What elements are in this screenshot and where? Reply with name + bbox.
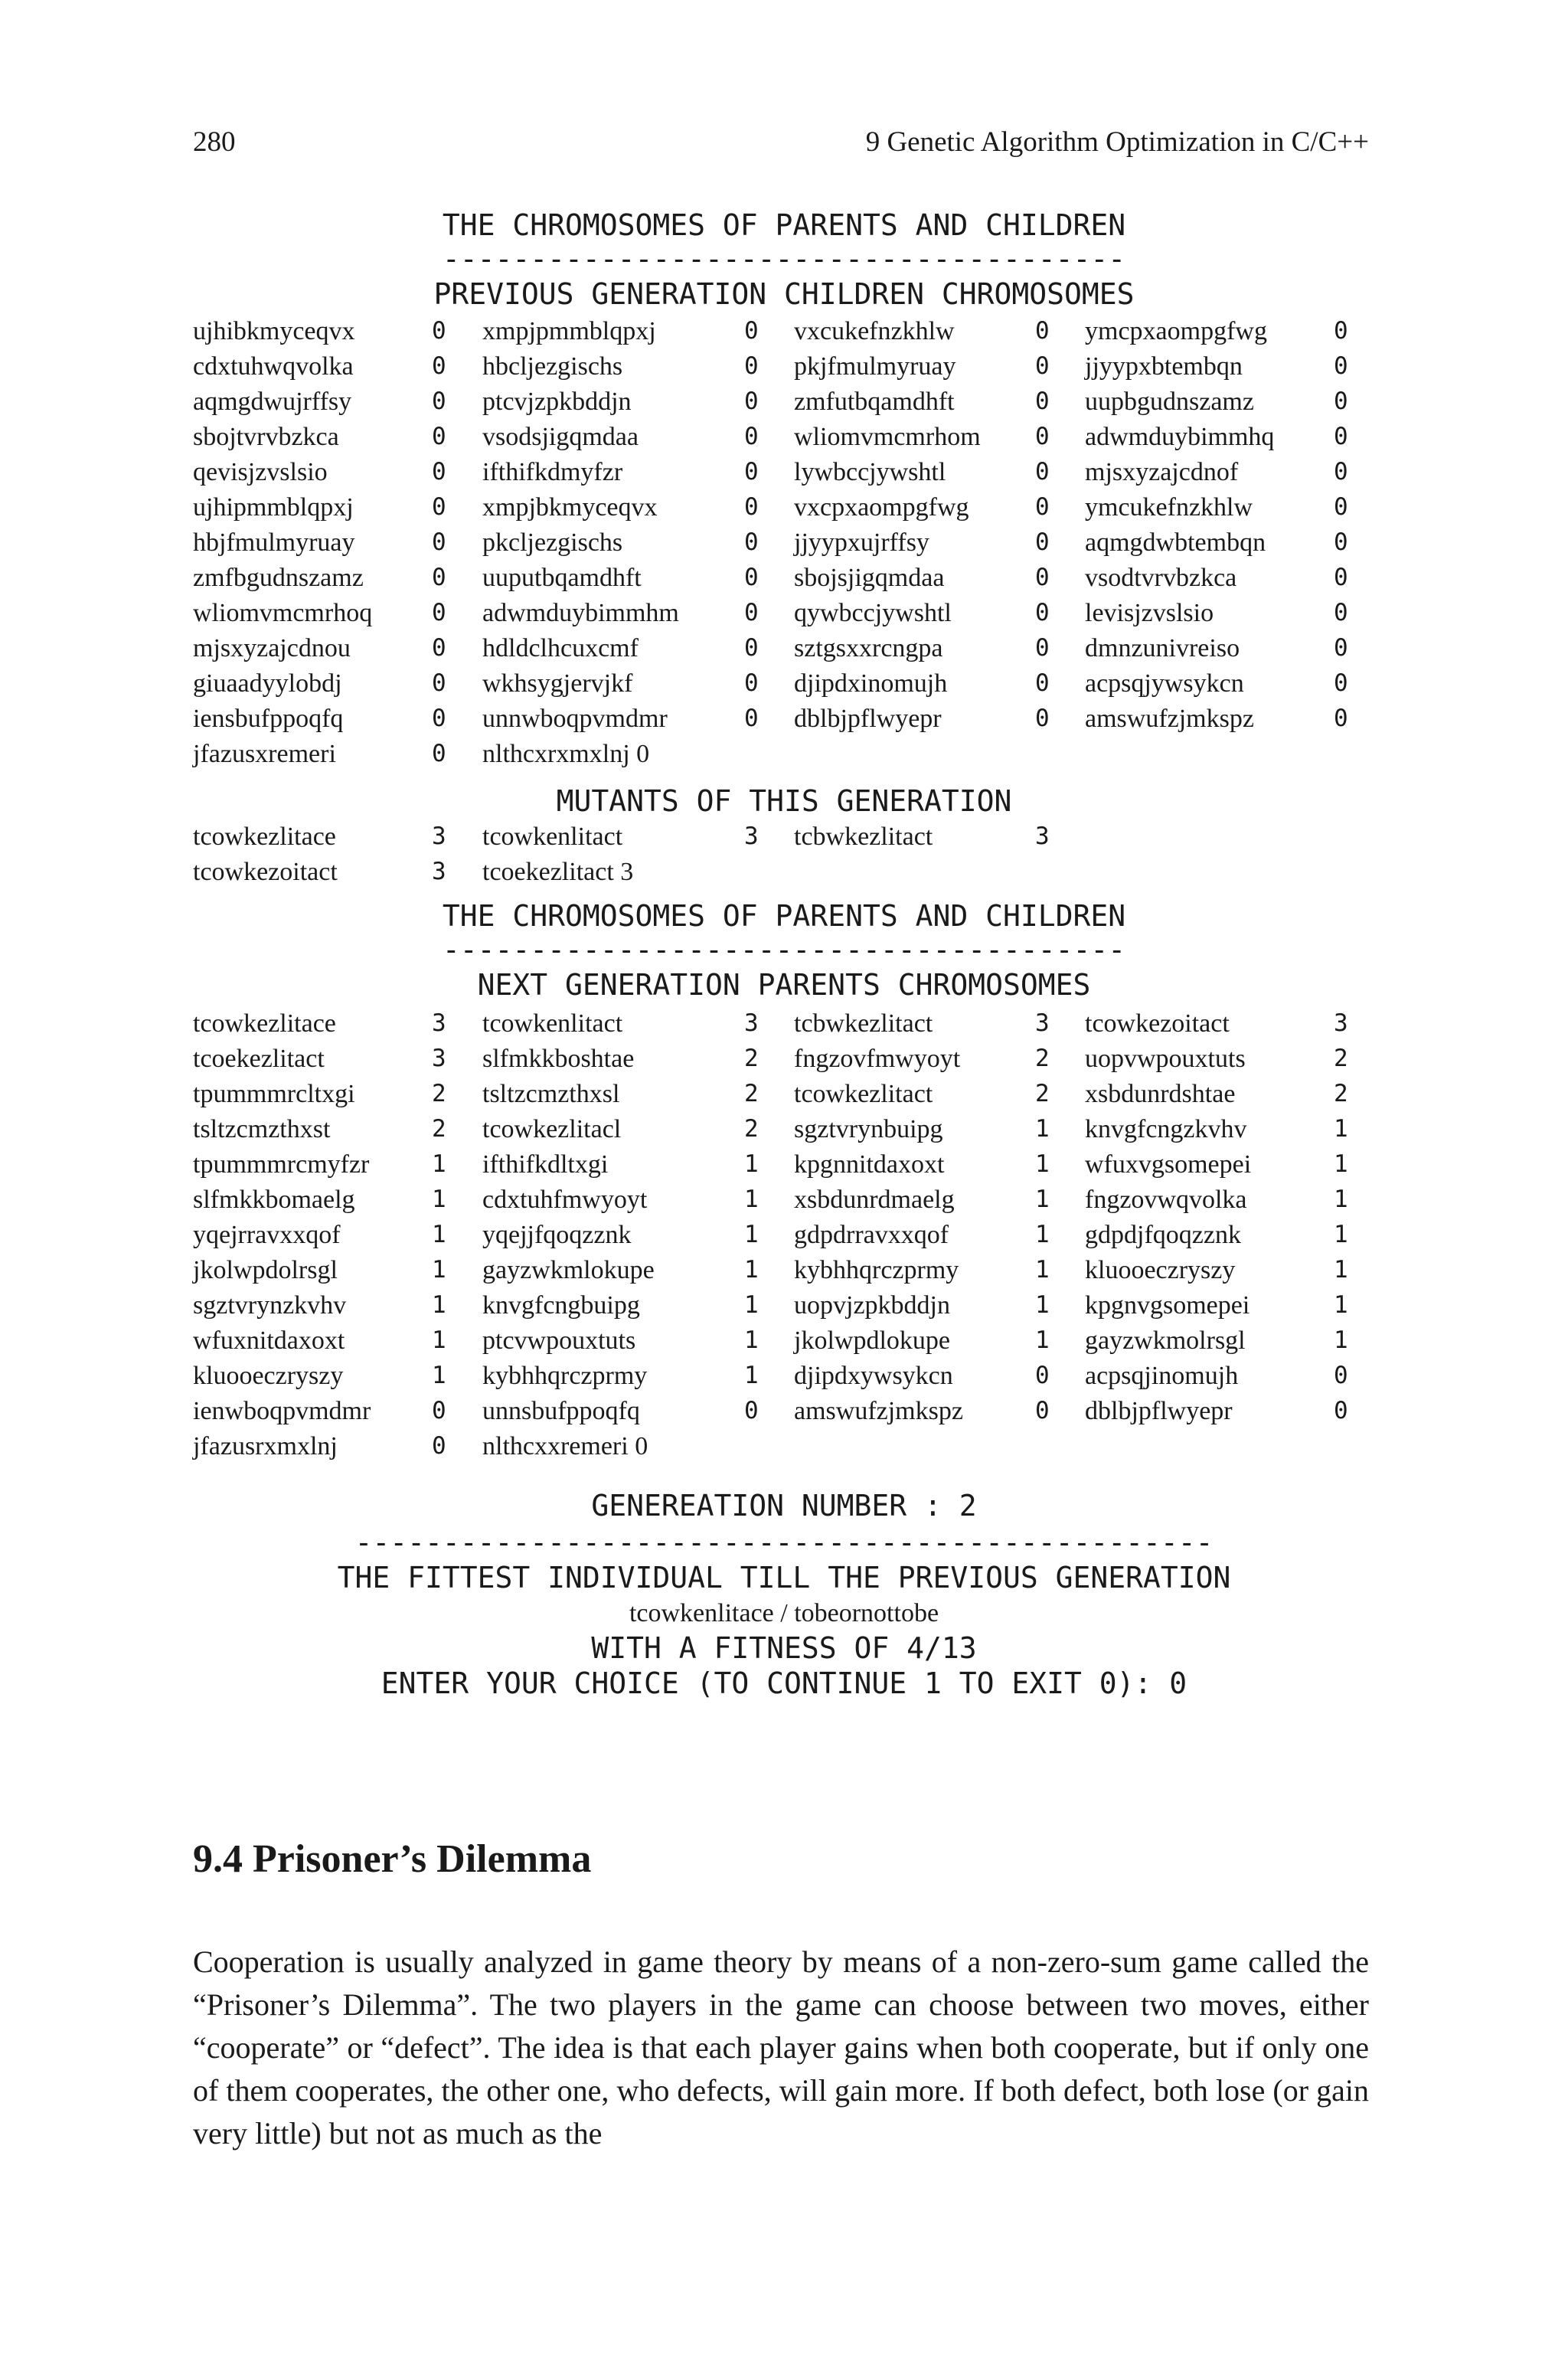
table-row bbox=[193, 669, 1403, 705]
chromosome-fitness: 1 bbox=[1035, 1150, 1050, 1178]
chromosome-fitness: 0 bbox=[1334, 458, 1348, 486]
chromosome-name: ujhipmmblqpxj bbox=[193, 493, 354, 522]
chromosome-fitness: 2 bbox=[432, 1080, 446, 1107]
chromosome-name: adwmduybimmhq bbox=[1085, 423, 1275, 451]
table-row bbox=[193, 1186, 1403, 1221]
chromosome-fitness: 0 bbox=[1035, 599, 1050, 626]
chromosome-fitness: 0 bbox=[744, 705, 759, 732]
chromosome-fitness: 3 bbox=[1035, 823, 1050, 850]
chromosome-fitness: 1 bbox=[1334, 1115, 1348, 1143]
chromosome-name: hdldclhcuxcmf bbox=[482, 634, 639, 662]
chromosome-name: gdpdrravxxqof bbox=[794, 1221, 949, 1249]
chromosome-fitness: 0 bbox=[432, 528, 446, 556]
block2-title: THE CHROMOSOMES OF PARENTS AND CHILDREN bbox=[442, 899, 1126, 933]
chromosome-name: slfmkkboshtae bbox=[482, 1045, 635, 1073]
chromosome-name: acpsqjinomujh bbox=[1085, 1362, 1239, 1390]
chromosome-fitness: 3 bbox=[1334, 1009, 1348, 1037]
page-number: 280 bbox=[193, 126, 236, 158]
chromosome-fitness: 0 bbox=[432, 493, 446, 521]
chromosome-name: tsltzcmzthxst bbox=[193, 1115, 331, 1143]
chromosome-fitness: 1 bbox=[1035, 1326, 1050, 1354]
chromosome-name: vxcukefnzkhlw bbox=[794, 317, 955, 345]
chromosome-name: knvgfcngzkvhv bbox=[1085, 1115, 1247, 1143]
table-row bbox=[193, 388, 1403, 423]
table-row bbox=[193, 858, 1403, 893]
chromosome-fitness: 0 bbox=[744, 1397, 759, 1424]
chromosome-name: lywbccjywshtl bbox=[794, 458, 946, 486]
chromosome-fitness: 0 bbox=[1334, 317, 1348, 345]
chromosome-fitness: 3 bbox=[744, 823, 759, 850]
chromosome-name: sztgsxxrcngpa bbox=[794, 634, 943, 662]
chromosome-name: dblbjpflwyepr bbox=[794, 705, 942, 733]
chromosome-name: kluooeczryszy bbox=[1085, 1256, 1236, 1284]
chromosome-fitness: 0 bbox=[1035, 564, 1050, 591]
chromosome-fitness: 2 bbox=[744, 1080, 759, 1107]
chromosome-name: pkjfmulmyruay bbox=[794, 352, 956, 381]
chromosome-name: acpsqjywsykcn bbox=[1085, 669, 1244, 698]
chromosome-fitness: 3 bbox=[432, 1009, 446, 1037]
chromosome-fitness: 1 bbox=[744, 1221, 759, 1248]
table-row bbox=[193, 599, 1403, 634]
chromosome-fitness: 1 bbox=[1334, 1186, 1348, 1213]
table-row bbox=[193, 634, 1403, 669]
table-row bbox=[193, 705, 1403, 740]
chromosome-fitness: 0 bbox=[1334, 564, 1348, 591]
chromosome-fitness: 2 bbox=[744, 1045, 759, 1072]
chromosome-fitness: 0 bbox=[1035, 634, 1050, 662]
chromosome-name: qywbccjywshtl bbox=[794, 599, 952, 627]
chromosome-fitness: 1 bbox=[1334, 1221, 1348, 1248]
chromosome-name: amswufzjmkspz bbox=[794, 1397, 963, 1425]
chromosome-name: gayzwkmlokupe bbox=[482, 1256, 655, 1284]
chromosome-name: nlthcxrxmxlnj 0 bbox=[482, 740, 650, 768]
chromosome-fitness: 0 bbox=[1334, 388, 1348, 415]
chromosome-name: uuputbqamdhft bbox=[482, 564, 642, 592]
chromosome-fitness: 0 bbox=[1334, 634, 1348, 662]
chromosome-fitness: 0 bbox=[432, 634, 446, 662]
chromosome-fitness: 0 bbox=[432, 458, 446, 486]
chromosome-fitness: 2 bbox=[1334, 1045, 1348, 1072]
summary-dashes: ------------------------------------------------- bbox=[354, 1526, 1214, 1559]
chromosome-name: tcowkezlitacl bbox=[482, 1115, 622, 1143]
chromosome-fitness: 0 bbox=[1334, 528, 1348, 556]
chromosome-name: ptcvjzpkbddjn bbox=[482, 388, 632, 416]
chromosome-name: hbcljezgischs bbox=[482, 352, 623, 381]
chromosome-fitness: 0 bbox=[744, 669, 759, 697]
chromosome-name: kybhhqrczprmy bbox=[482, 1362, 648, 1390]
chromosome-fitness: 0 bbox=[432, 669, 446, 697]
chromosome-name: mjsxyzajcdnou bbox=[193, 634, 351, 662]
table-row bbox=[193, 1362, 1403, 1397]
chromosome-name: amswufzjmkspz bbox=[1085, 705, 1254, 733]
chromosome-name: giuaadyylobdj bbox=[193, 669, 342, 698]
chromosome-name: djipdxinomujh bbox=[794, 669, 948, 698]
chromosome-name: wliomvmcmrhoq bbox=[193, 599, 373, 627]
table-row bbox=[193, 1080, 1403, 1115]
chromosome-fitness: 1 bbox=[432, 1256, 446, 1284]
chromosome-fitness: 1 bbox=[432, 1186, 446, 1213]
chromosome-name: xsbdunrdmaelg bbox=[794, 1186, 955, 1214]
chromosome-fitness: 0 bbox=[432, 1397, 446, 1424]
chromosome-fitness: 0 bbox=[1334, 1397, 1348, 1424]
chromosome-fitness: 0 bbox=[1035, 352, 1050, 380]
table-row bbox=[193, 352, 1403, 388]
chromosome-name: wliomvmcmrhom bbox=[794, 423, 981, 451]
chromosome-fitness: 1 bbox=[744, 1150, 759, 1178]
chromosome-fitness: 1 bbox=[1334, 1291, 1348, 1319]
chromosome-fitness: 0 bbox=[744, 317, 759, 345]
chromosome-fitness: 0 bbox=[1035, 493, 1050, 521]
chromosome-name: slfmkkbomaelg bbox=[193, 1186, 355, 1214]
chromosome-fitness: 0 bbox=[1035, 317, 1050, 345]
chromosome-fitness: 0 bbox=[1035, 669, 1050, 697]
chromosome-fitness: 0 bbox=[744, 493, 759, 521]
chromosome-name: tcowkezoitact bbox=[1085, 1009, 1230, 1038]
block1-subtitle: PREVIOUS GENERATION CHILDREN CHROMOSOMES bbox=[433, 277, 1135, 311]
chromosome-name: cdxtuhwqvolka bbox=[193, 352, 354, 381]
chromosome-fitness: 1 bbox=[1035, 1256, 1050, 1284]
chromosome-fitness: 3 bbox=[744, 1009, 759, 1037]
chromosome-fitness: 0 bbox=[744, 634, 759, 662]
table-row bbox=[193, 1221, 1403, 1256]
chromosome-name: iensbufppoqfq bbox=[193, 705, 344, 733]
chromosome-fitness: 0 bbox=[744, 423, 759, 450]
running-head: 9 Genetic Algorithm Optimization in C/C++ bbox=[865, 126, 1369, 158]
chromosome-name: kluooeczryszy bbox=[193, 1362, 344, 1390]
chromosome-fitness: 2 bbox=[1035, 1045, 1050, 1072]
chromosome-name: cdxtuhfmwyoyt bbox=[482, 1186, 648, 1214]
fitness-line: WITH A FITNESS OF 4/13 bbox=[591, 1631, 977, 1665]
chromosome-name: tcowkezlitact bbox=[794, 1080, 933, 1108]
chromosome-fitness: 0 bbox=[432, 317, 446, 345]
previous-generation-table bbox=[193, 317, 1403, 775]
table-row bbox=[193, 1397, 1403, 1432]
chromosome-name: tpummmrcltxgi bbox=[193, 1080, 355, 1108]
chromosome-name: jfazusrxmxlnj bbox=[193, 1432, 338, 1460]
chromosome-name: jjyypxujrffsy bbox=[794, 528, 929, 557]
chromosome-fitness: 1 bbox=[432, 1326, 446, 1354]
chromosome-name: aqmgdwujrffsy bbox=[193, 388, 352, 416]
chromosome-fitness: 1 bbox=[744, 1362, 759, 1389]
chromosome-fitness: 1 bbox=[432, 1150, 446, 1178]
chromosome-fitness: 1 bbox=[1035, 1221, 1050, 1248]
chromosome-fitness: 1 bbox=[432, 1221, 446, 1248]
chromosome-name: tcbwkezlitact bbox=[794, 823, 933, 851]
mutants-table bbox=[193, 823, 1403, 893]
table-row bbox=[193, 1291, 1403, 1326]
chromosome-name: zmfbgudnszamz bbox=[193, 564, 364, 592]
chromosome-name: unnsbufppoqfq bbox=[482, 1397, 640, 1425]
chromosome-fitness: 1 bbox=[1334, 1256, 1348, 1284]
chromosome-fitness: 0 bbox=[1334, 352, 1348, 380]
chromosome-fitness: 0 bbox=[432, 740, 446, 767]
chromosome-fitness: 0 bbox=[432, 564, 446, 591]
chromosome-name: ymcukefnzkhlw bbox=[1085, 493, 1253, 522]
chromosome-name: knvgfcngbuipg bbox=[482, 1291, 640, 1320]
chromosome-name: tsltzcmzthxsl bbox=[482, 1080, 620, 1108]
chromosome-fitness: 0 bbox=[432, 423, 446, 450]
chromosome-name: sgztvrynbuipg bbox=[794, 1115, 943, 1143]
chromosome-name: sgztvrynzkvhv bbox=[193, 1291, 347, 1320]
chromosome-fitness: 0 bbox=[1334, 1362, 1348, 1389]
chromosome-name: ujhibkmyceqvx bbox=[193, 317, 355, 345]
table-row bbox=[193, 423, 1403, 458]
fittest-value: tcowkenlitace / tobeornottobe bbox=[629, 1599, 939, 1627]
chromosome-name: levisjzvslsio bbox=[1085, 599, 1214, 627]
chromosome-fitness: 1 bbox=[1035, 1115, 1050, 1143]
chromosome-name: wfuxvgsomepei bbox=[1085, 1150, 1252, 1179]
chromosome-fitness: 0 bbox=[744, 599, 759, 626]
section-title: 9.4 Prisoner’s Dilemma bbox=[193, 1837, 592, 1881]
chromosome-name: uopvjzpkbddjn bbox=[794, 1291, 950, 1320]
block1-title: THE CHROMOSOMES OF PARENTS AND CHILDREN bbox=[442, 208, 1126, 242]
chromosome-name: qevisjzvslsio bbox=[193, 458, 328, 486]
chromosome-fitness: 1 bbox=[432, 1362, 446, 1389]
chromosome-fitness: 1 bbox=[432, 1291, 446, 1319]
chromosome-fitness: 0 bbox=[1035, 458, 1050, 486]
chromosome-fitness: 1 bbox=[744, 1186, 759, 1213]
fittest-title: THE FITTEST INDIVIDUAL TILL THE PREVIOUS GENERATION bbox=[337, 1561, 1231, 1594]
chromosome-fitness: 0 bbox=[432, 352, 446, 380]
chromosome-name: tcowkezlitace bbox=[193, 823, 336, 851]
block2-subtitle: NEXT GENERATION PARENTS CHROMOSOMES bbox=[477, 968, 1091, 1002]
table-row bbox=[193, 1432, 1403, 1467]
table-row bbox=[193, 528, 1403, 564]
chromosome-name: yqejjfqoqzznk bbox=[482, 1221, 632, 1249]
chromosome-fitness: 0 bbox=[432, 1432, 446, 1460]
chromosome-fitness: 0 bbox=[744, 528, 759, 556]
chromosome-fitness: 0 bbox=[1334, 705, 1348, 732]
chromosome-fitness: 0 bbox=[744, 458, 759, 486]
chromosome-fitness: 0 bbox=[744, 352, 759, 380]
chromosome-fitness: 0 bbox=[1334, 493, 1348, 521]
table-row bbox=[193, 493, 1403, 528]
chromosome-name: kpgnvgsomepei bbox=[1085, 1291, 1250, 1320]
choice-prompt: ENTER YOUR CHOICE (TO CONTINUE 1 TO EXIT 0): 0 bbox=[381, 1666, 1187, 1700]
table-row bbox=[193, 1326, 1403, 1362]
chromosome-name: vxcpxaompgfwg bbox=[794, 493, 969, 522]
chromosome-fitness: 3 bbox=[432, 1045, 446, 1072]
chromosome-fitness: 0 bbox=[744, 564, 759, 591]
chromosome-name: tcowkezlitace bbox=[193, 1009, 336, 1038]
chromosome-fitness: 1 bbox=[1035, 1186, 1050, 1213]
table-row bbox=[193, 1009, 1403, 1045]
mutants-title: MUTANTS OF THIS GENERATION bbox=[556, 784, 1012, 818]
table-row bbox=[193, 1045, 1403, 1080]
chromosome-fitness: 1 bbox=[744, 1291, 759, 1319]
next-generation-table bbox=[193, 1009, 1403, 1467]
chromosome-name: xsbdunrdshtae bbox=[1085, 1080, 1236, 1108]
table-row bbox=[193, 740, 1403, 775]
chromosome-name: tcowkenlitact bbox=[482, 823, 623, 851]
chromosome-fitness: 0 bbox=[1035, 705, 1050, 732]
chromosome-name: tcoekezlitact 3 bbox=[482, 858, 634, 886]
chromosome-fitness: 0 bbox=[1035, 1362, 1050, 1389]
chromosome-name: uopvwpouxtuts bbox=[1085, 1045, 1246, 1073]
chromosome-fitness: 3 bbox=[432, 823, 446, 850]
chromosome-fitness: 3 bbox=[432, 858, 446, 885]
chromosome-name: gayzwkmolrsgl bbox=[1085, 1326, 1246, 1355]
chromosome-name: jkolwpdolrsgl bbox=[193, 1256, 338, 1284]
chromosome-fitness: 0 bbox=[1035, 388, 1050, 415]
chromosome-name: vsodtvrvbzkca bbox=[1085, 564, 1237, 592]
chromosome-name: jfazusxremeri bbox=[193, 740, 336, 768]
chromosome-name: mjsxyzajcdnof bbox=[1085, 458, 1239, 486]
chromosome-fitness: 0 bbox=[432, 388, 446, 415]
chromosome-fitness: 0 bbox=[1035, 528, 1050, 556]
chromosome-name: dblbjpflwyepr bbox=[1085, 1397, 1233, 1425]
chromosome-name: tcoekezlitact bbox=[193, 1045, 325, 1073]
chromosome-fitness: 0 bbox=[744, 388, 759, 415]
chromosome-name: zmfutbqamdhft bbox=[794, 388, 955, 416]
block1-dashes: --------------------------------------- bbox=[442, 242, 1126, 276]
chromosome-name: tcowkenlitact bbox=[482, 1009, 623, 1038]
table-row bbox=[193, 1256, 1403, 1291]
chromosome-name: fngzovfmwyoyt bbox=[794, 1045, 961, 1073]
chromosome-fitness: 2 bbox=[432, 1115, 446, 1143]
chromosome-fitness: 1 bbox=[1334, 1150, 1348, 1178]
chromosome-name: ifthifkdltxgi bbox=[482, 1150, 609, 1179]
page-header bbox=[193, 126, 1369, 165]
chromosome-name: jjyypxbtembqn bbox=[1085, 352, 1243, 381]
generation-number: GENEREATION NUMBER : 2 bbox=[591, 1489, 977, 1523]
table-row bbox=[193, 317, 1403, 352]
chromosome-name: tcowkezoitact bbox=[193, 858, 338, 886]
chromosome-fitness: 0 bbox=[1334, 423, 1348, 450]
chromosome-fitness: 0 bbox=[1334, 599, 1348, 626]
chromosome-name: adwmduybimmhm bbox=[482, 599, 679, 627]
chromosome-fitness: 0 bbox=[1035, 423, 1050, 450]
block2-dashes: --------------------------------------- bbox=[442, 933, 1126, 966]
chromosome-name: dmnzunivreiso bbox=[1085, 634, 1240, 662]
chromosome-name: ifthifkdmyfzr bbox=[482, 458, 623, 486]
chromosome-name: tcbwkezlitact bbox=[794, 1009, 933, 1038]
chromosome-name: ptcvwpouxtuts bbox=[482, 1326, 636, 1355]
table-row bbox=[193, 564, 1403, 599]
chromosome-name: ymcpxaompgfwg bbox=[1085, 317, 1267, 345]
chromosome-fitness: 0 bbox=[432, 705, 446, 732]
table-row bbox=[193, 458, 1403, 493]
chromosome-name: yqejrravxxqof bbox=[193, 1221, 341, 1249]
table-row bbox=[193, 1115, 1403, 1150]
chromosome-fitness: 0 bbox=[1334, 669, 1348, 697]
chromosome-name: vsodsjigqmdaa bbox=[482, 423, 639, 451]
chromosome-name: nlthcxxremeri 0 bbox=[482, 1432, 648, 1460]
chromosome-fitness: 1 bbox=[1334, 1326, 1348, 1354]
table-row bbox=[193, 823, 1403, 858]
chromosome-name: sbojsjigqmdaa bbox=[794, 564, 945, 592]
body-paragraph: Cooperation is usually analyzed in game theory by means of a non-zero-sum game called the “Prisoner’s Dilemma”. The two players in the game can choose between two moves, either “cooperate” or “defect”. The idea is that each player gains when both cooperate, but if only one of them cooperates, the other one, who defects, will gain more. If both defect, both lose (or gain very little) but not as much as the bbox=[193, 1944, 1369, 2150]
chromosome-name: djipdxywsykcn bbox=[794, 1362, 953, 1390]
chromosome-name: uupbgudnszamz bbox=[1085, 388, 1254, 416]
chromosome-name: wfuxnitdaxoxt bbox=[193, 1326, 345, 1355]
chromosome-name: aqmgdwbtembqn bbox=[1085, 528, 1266, 557]
chromosome-name: unnwboqpvmdmr bbox=[482, 705, 668, 733]
chromosome-fitness: 1 bbox=[744, 1326, 759, 1354]
chromosome-fitness: 0 bbox=[432, 599, 446, 626]
chromosome-name: sbojtvrvbzkca bbox=[193, 423, 339, 451]
chromosome-name: hbjfmulmyruay bbox=[193, 528, 355, 557]
chromosome-name: tpummmrcmyfzr bbox=[193, 1150, 370, 1179]
chromosome-name: gdpdjfqoqzznk bbox=[1085, 1221, 1241, 1249]
chromosome-fitness: 1 bbox=[1035, 1291, 1050, 1319]
chromosome-fitness: 0 bbox=[1035, 1397, 1050, 1424]
chromosome-name: xmpjbkmyceqvx bbox=[482, 493, 658, 522]
chromosome-name: fngzovwqvolka bbox=[1085, 1186, 1247, 1214]
chromosome-name: ienwboqpvmdmr bbox=[193, 1397, 371, 1425]
chromosome-fitness: 3 bbox=[1035, 1009, 1050, 1037]
table-row bbox=[193, 1150, 1403, 1186]
chromosome-name: pkcljezgischs bbox=[482, 528, 623, 557]
chromosome-name: kpgnnitdaxoxt bbox=[794, 1150, 945, 1179]
chromosome-name: xmpjpmmblqpxj bbox=[482, 317, 656, 345]
chromosome-name: wkhsygjervjkf bbox=[482, 669, 633, 698]
chromosome-fitness: 2 bbox=[744, 1115, 759, 1143]
chromosome-name: jkolwpdlokupe bbox=[794, 1326, 950, 1355]
chromosome-fitness: 2 bbox=[1035, 1080, 1050, 1107]
chromosome-fitness: 2 bbox=[1334, 1080, 1348, 1107]
chromosome-fitness: 1 bbox=[744, 1256, 759, 1284]
chromosome-name: kybhhqrczprmy bbox=[794, 1256, 959, 1284]
